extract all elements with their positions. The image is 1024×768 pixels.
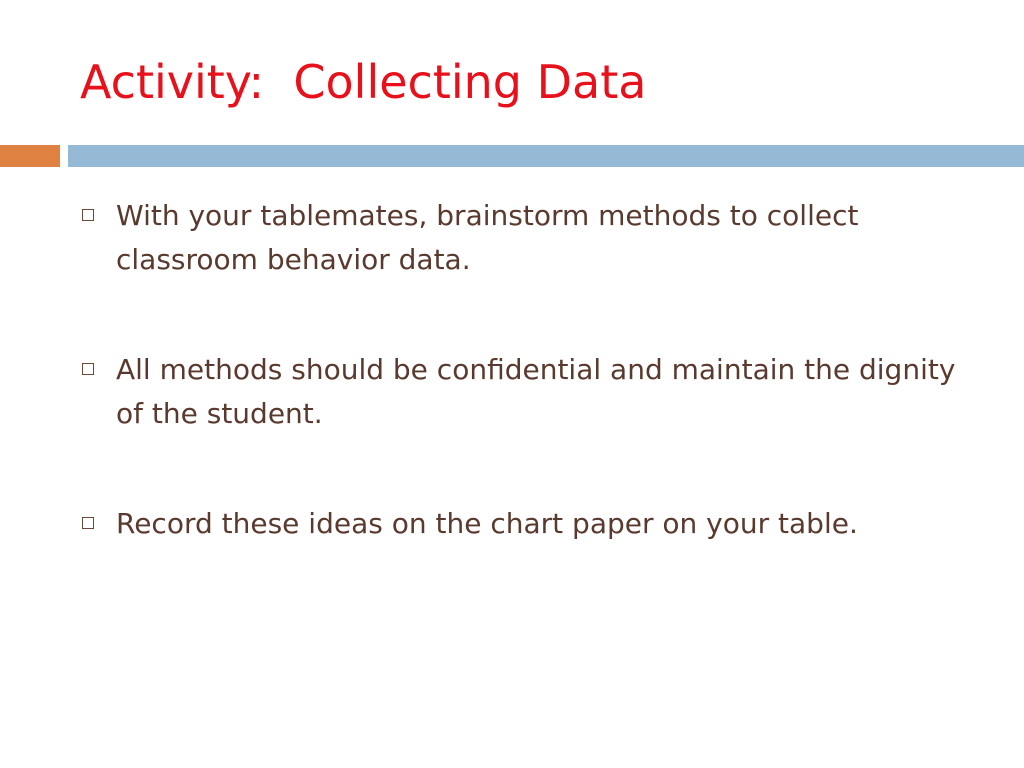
bullet-item-1 xyxy=(80,194,980,282)
accent-bar-orange xyxy=(0,145,60,167)
accent-bar-blue xyxy=(68,145,1024,167)
bullet-list xyxy=(80,194,980,612)
bullet-item-3 xyxy=(80,502,980,546)
bullet-text-3: Record these ideas on the chart paper on your table. xyxy=(116,507,858,540)
square-bullet-icon xyxy=(82,209,94,221)
bullet-text-2: All methods should be confidential and maintain the dignity of the student. xyxy=(116,353,956,430)
square-bullet-icon xyxy=(82,363,94,375)
bullet-text-1: With your tablemates, brainstorm methods to collect classroom behavior data. xyxy=(116,199,859,276)
square-bullet-icon xyxy=(82,517,94,529)
bullet-item-2 xyxy=(80,348,980,436)
slide-title: Activity: Collecting Data xyxy=(80,55,647,109)
